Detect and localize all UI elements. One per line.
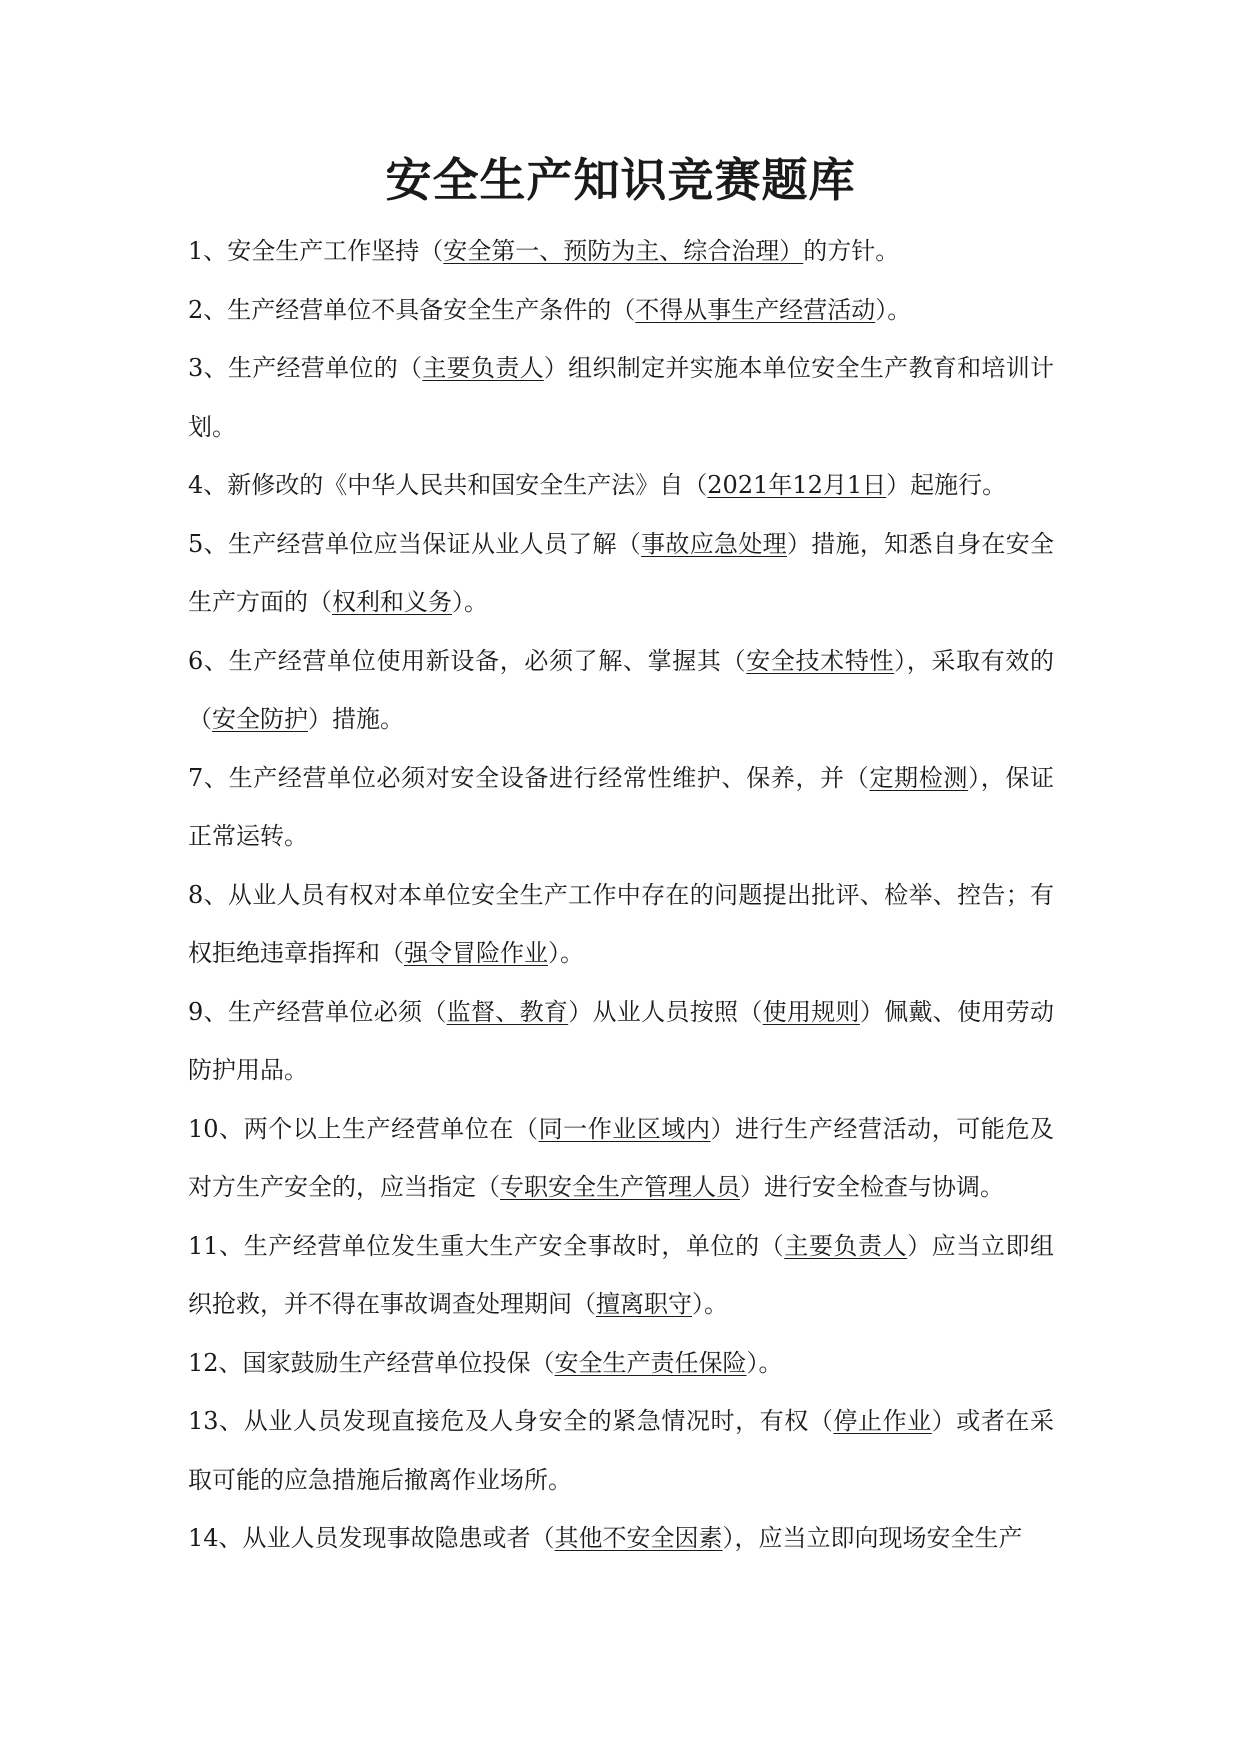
question-text: ）。 <box>548 939 584 967</box>
question-number: 6、 <box>188 646 229 675</box>
question-text: ）起施行。 <box>886 471 1007 499</box>
question-number: 13、 <box>188 1407 244 1435</box>
question-number: 8、 <box>188 880 228 909</box>
question-text: 新修改的《中华人民共和国安全生产法》自（ <box>227 471 708 499</box>
question-list <box>188 222 1054 1568</box>
question-text: 的方针。 <box>803 237 900 265</box>
question-text: ）佩戴、使用劳动防护用品。 <box>188 997 1055 1084</box>
question-item <box>188 866 1054 983</box>
answer-text: 权利和义务 <box>332 588 452 616</box>
question-text: ）组织制定并实施本单位安全生产教育和培训计划。 <box>188 354 1054 441</box>
question-number: 10、 <box>188 1114 244 1143</box>
document-title: 安全生产知识竞赛题库 <box>385 153 856 207</box>
answer-text: 不得从事生产经营活动 <box>635 295 876 324</box>
question-item <box>188 1392 1054 1509</box>
answer-text: 停止作业 <box>833 1407 932 1435</box>
question-number: 7、 <box>188 763 229 792</box>
question-text: 从业人员有权对本单位安全生产工作中存在的问题提出批评、检举、控告；有权拒绝违章指挥和（ <box>188 880 1054 967</box>
question-number: 3、 <box>188 354 228 382</box>
question-text: 生产经营单位的（ <box>227 354 423 382</box>
question-number: 2、 <box>188 295 228 324</box>
question-text: 生产经营单位必须对安全设备进行经常性维护、保养，并（ <box>228 763 870 792</box>
answer-text: 擅离职守 <box>596 1290 692 1318</box>
question-text: 生产经营单位发生重大生产安全事故时，单位的（ <box>243 1231 785 1260</box>
question-text: 生产经营单位不具备安全生产条件的（ <box>227 295 636 324</box>
question-text: ）。 <box>452 588 488 616</box>
question-text: ）应当立即组织抢救，并不得在事故调查处理期间（ <box>188 1231 1055 1318</box>
answer-text: 安全生产责任保险 <box>554 1348 747 1377</box>
question-text: ）进行生产经营活动，可能危及对方生产安全的，应当指定（ <box>188 1114 1055 1201</box>
question-number: 11、 <box>188 1231 244 1260</box>
answer-text: 监督、教育 <box>446 997 569 1026</box>
answer-text: 使用规则 <box>762 997 860 1026</box>
answer-text: 2021年12月1日 <box>707 471 887 499</box>
question-number: 4、 <box>188 471 228 499</box>
question-text: 生产经营单位必须（ <box>227 997 447 1026</box>
answer-text: 事故应急处理 <box>641 529 787 558</box>
answer-text: 专职安全生产管理人员 <box>500 1173 740 1201</box>
question-text: ），采取有效的（ <box>188 646 1055 733</box>
question-item <box>188 1334 1054 1393</box>
answer-text: 安全技术特性 <box>746 646 895 675</box>
question-text: ）措施，知悉自身在安全生产方面的（ <box>188 529 1055 616</box>
question-text: ）。 <box>692 1290 728 1318</box>
question-item <box>188 1509 1054 1568</box>
question-item <box>188 632 1054 749</box>
question-item <box>188 222 1054 281</box>
answer-text: 强令冒险作业 <box>404 939 548 967</box>
question-text: ），应当立即向现场安全生产 <box>722 1524 1023 1552</box>
answer-text: 定期检测 <box>869 763 969 792</box>
question-text: 从业人员发现事故隐患或者（ <box>242 1524 555 1552</box>
question-text: 生产经营单位使用新设备，必须了解、掌握其（ <box>228 646 747 675</box>
question-item <box>188 339 1054 456</box>
question-number: 12、 <box>188 1348 243 1377</box>
question-item <box>188 983 1054 1100</box>
question-item <box>188 515 1054 632</box>
question-text: ）或者在采取可能的应急措施后撤离作业场所。 <box>188 1407 1055 1494</box>
question-text: 生产经营单位应当保证从业人员了解（ <box>227 529 642 558</box>
question-item <box>188 1217 1054 1334</box>
question-text: ），保证正常运转。 <box>188 763 1055 850</box>
question-number: 14、 <box>188 1524 243 1552</box>
question-item <box>188 281 1054 340</box>
question-item <box>188 456 1054 515</box>
question-item <box>188 1100 1054 1217</box>
question-number: 9、 <box>188 997 228 1026</box>
question-text: ）。 <box>875 295 912 324</box>
question-text: ）进行安全检查与协调。 <box>740 1173 1004 1201</box>
question-text: 安全生产工作坚持（ <box>227 237 444 265</box>
answer-text: 安全第一、预防为主、综合治理） <box>443 237 804 265</box>
question-text: 两个以上生产经营单位在（ <box>243 1114 539 1143</box>
question-number: 1、 <box>188 237 228 265</box>
answer-text: 安全防护 <box>212 705 308 733</box>
question-item <box>188 749 1054 866</box>
answer-text: 同一作业区域内 <box>538 1114 711 1143</box>
question-text: ）从业人员按照（ <box>568 997 763 1026</box>
answer-text: 其他不安全因素 <box>554 1524 723 1552</box>
answer-text: 主要负责人 <box>784 1231 908 1260</box>
question-text: 从业人员发现直接危及人身安全的紧急情况时，有权（ <box>243 1407 834 1435</box>
question-text: ）措施。 <box>308 705 404 733</box>
question-text: 国家鼓励生产经营单位投保（ <box>242 1348 555 1377</box>
question-number: 5、 <box>188 529 228 558</box>
answer-text: 主要负责人 <box>422 354 544 382</box>
question-text: ）。 <box>746 1348 783 1377</box>
